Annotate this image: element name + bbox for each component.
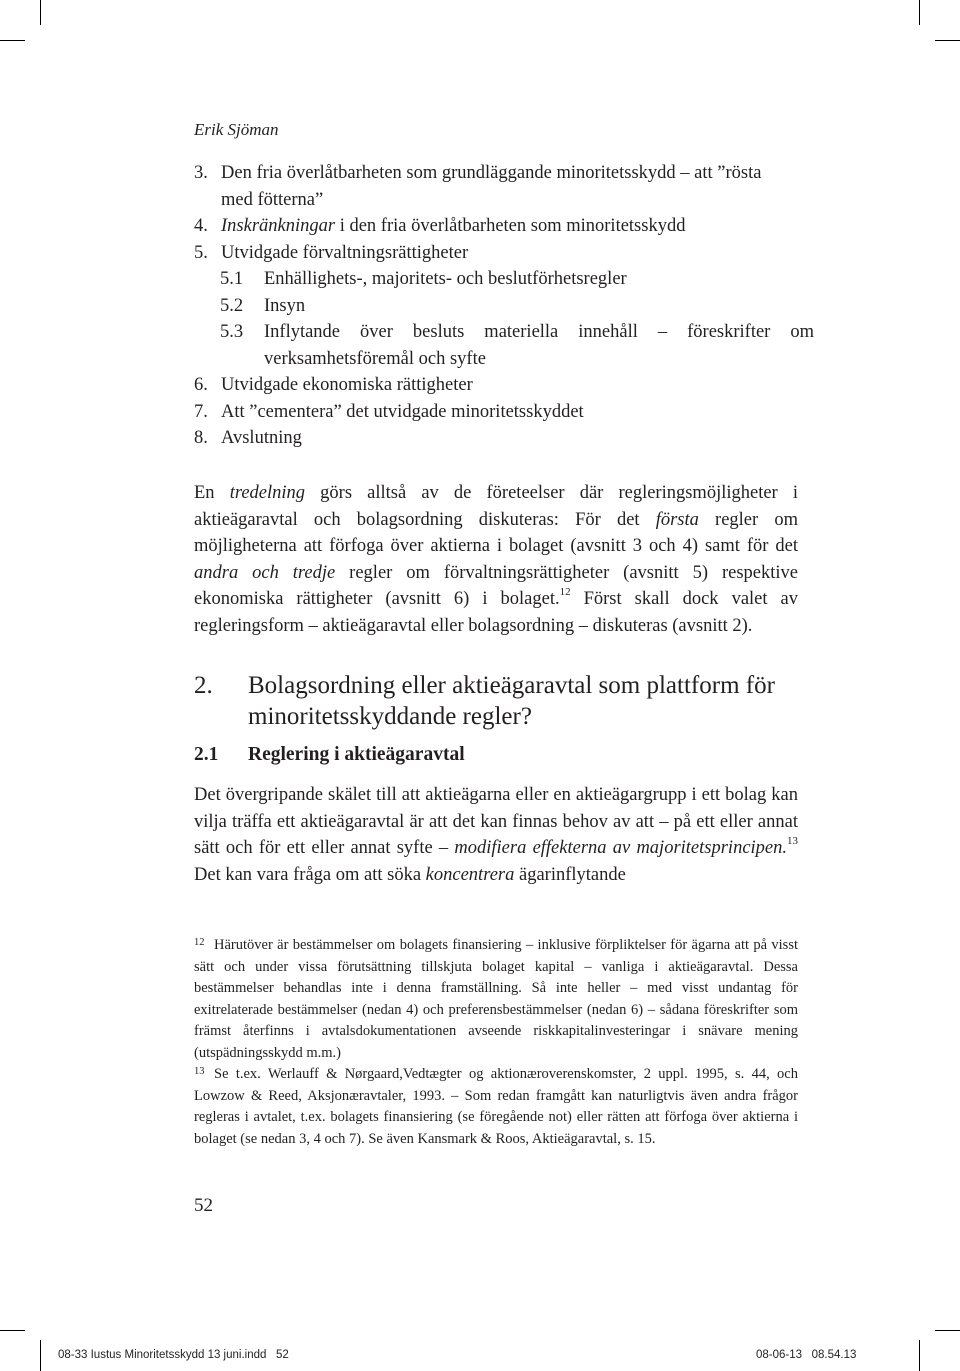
outline-number: 5.2 [220,295,244,316]
outline-number: 3. [194,163,208,183]
outline-item-7 [194,399,814,426]
outline-item-5 [194,240,814,267]
paragraph-text: regler om förvaltningsrättigheter (avsnitt 5) respektive ekonomiska rättigheter (avsnitt 6) i bolaget. [194,562,798,609]
footnote-reference[interactable]: 12 [559,585,571,598]
outline-text: i den fria överlåtbarheten som minoritetsskydd [335,216,686,236]
crop-mark-top-right-h [935,40,960,41]
outline-text: Utvidgade förvaltningsrättigheter [221,242,469,263]
paragraph-emphasis: första [655,509,699,530]
outline-number: 8. [194,428,208,448]
outline-text: Den fria överlåtbarheten som grundläggande minoritetsskydd – att ”rösta [221,163,762,183]
outline-number: 6. [194,375,208,395]
outline-item-5-3 [194,319,814,372]
footnotes [194,935,798,1150]
outline-text-continued: med fötterna” [221,189,324,210]
paragraph-emphasis: tredelning [229,483,306,503]
section-outline-list [194,160,814,452]
outline-item-3 [194,160,814,213]
outline-text: Avslutning [221,428,302,448]
section-heading [194,670,814,732]
footnote-text: Se t.ex. Werlauff & Nørgaard,Vedtægter og aktionæroverenskomster, 2 uppl. 1995, s. 44, och Lowzow & Reed, Aksjonæravtaler, 1993. – Som redan framgått kan naturligtvis även andra frågor regleras i avtalet, t.ex. bolagets finansiering (se föregående not) eller rätten att förfoga över aktierna i bolaget (se nedan 3, 4 och 7). Se även Kansmark & Roos, Aktieägaravtal, s. 15. [194,1066,798,1147]
crop-mark-top-left-h [0,40,25,41]
crop-mark-bottom-left-h [0,1330,25,1331]
paragraph-text: Det kan vara fråga om att söka [194,864,426,885]
paragraph-emphasis: andra och tredje [194,562,336,583]
paragraph-emphasis: modifiera effekterna av majoritetsprincipen. [454,838,788,858]
footnote-reference[interactable]: 13 [787,834,799,847]
outline-emphasis: Inskränkningar [221,216,336,236]
paragraph-text: görs alltså av de företeelser där regleringsmöjligheter i aktieägaravtal och bolagsordning diskuteras: För det [194,483,798,530]
print-slug-filename: 08-33 Iustus Minoritetsskydd 13 juni.indd 52 [58,1349,289,1361]
outline-item-8 [194,425,814,452]
outline-number: 4. [194,216,208,236]
outline-number: 7. [194,401,208,422]
outline-item-5-1 [194,266,814,293]
crop-mark-top-right [919,0,920,25]
subsection-number: 2.1 [194,744,219,765]
subsection-title: Reglering i aktieägaravtal [248,744,465,765]
section-title: Bolagsordning eller aktieägaravtal som plattform för minoritetsskyddande regler? [248,672,775,730]
outline-number: 5.3 [220,322,244,342]
running-header-author: Erik Sjöman [194,120,279,139]
crop-mark-top-left [40,0,41,25]
paragraph-emphasis: koncentrera [425,864,515,885]
paragraph-text: En [194,483,230,503]
footnote-text: Härutöver är bestämmelser om bolagets finansiering – inklusive förpliktelser för ägarna att på visst sätt och under vissa förutsättning tillskjuta bolaget kapital – vanliga i aktieägaravtal. Dessa bestämmelser behandlas inte i denna framställning. Så inte heller – med visst undantag för exitrelaterade bestämmelser (nedan 4) och preferensbestämmelser (nedan 6) – sådana föreskrifter som främst återfinns i avtalsdokumentationen avseende riskkapitalinvesteringar i snävare mening (utspädningsskydd m.m.) [194,937,798,1061]
paragraph-text: regler om möjligheterna att förfoga över aktierna i bolaget (avsnitt 3 och 4) samt för det [194,509,798,556]
outline-text: Insyn [264,295,306,316]
page-number: 52 [194,1195,213,1216]
paragraph-text: Först skall dock valet av regleringsform – aktieägaravtal eller bolagsordning – diskuteras (avsnitt 2). [194,589,798,636]
paragraph-text: ägarinflytande [514,864,626,885]
paragraph-text: Det övergripande skälet till att aktieägarna eller en aktieägargrupp i ett bolag kan vilja träffa ett aktieägaravtal är att det kan finnas behov av att – på ett eller annat sätt och för ett eller annat syfte – [194,785,798,858]
intro-paragraph [194,480,798,639]
footnote-12: 12 Härutöver är bestämmelser om bolagets finansiering – inklusive förpliktelser för ägarna att på visst sätt och under vissa förutsättning tillskjuta bolaget kapital – vanliga i aktieägaravtal. Dessa bestämmelser behandlas inte i denna framställning. Så inte heller – med visst undantag för exitrelaterade bestämmelser (nedan 4) och preferensbestämmelser (nedan 6) – sådana föreskrifter som främst återfinns i avtalsdokumentationen avseende riskkapitalinvesteringar i snävare mening (utspädningsskydd m.m.) [194,937,798,1061]
outline-text: Inflytande över besluts materiella innehåll – föreskrifter om verksamhetsföremål och syfte [264,322,814,369]
outline-item-5-2 [194,293,814,320]
outline-item-4 [194,213,814,240]
subsection-paragraph [194,782,798,888]
crop-mark-bottom-right-h [935,1330,960,1331]
subsection-heading [194,744,465,766]
section-number: 2. [194,672,213,699]
outline-text: Att ”cementera” det utvidgade minoritetsskyddet [221,401,584,422]
outline-text: Utvidgade ekonomiska rättigheter [221,375,473,395]
outline-text: Enhällighets-, majoritets- och beslutförhetsregler [264,269,627,289]
outline-number: 5. [194,242,208,263]
outline-item-6 [194,372,814,399]
crop-mark-bottom-right [919,1340,920,1371]
crop-mark-bottom-left [40,1340,41,1371]
print-slug-timestamp: 08-06-13 08.54.13 [756,1349,857,1361]
footnote-13: 13 Se t.ex. Werlauff & Nørgaard,Vedtægter og aktionæroverenskomster, 2 uppl. 1995, s. 44, och Lowzow & Reed, Aksjonæravtaler, 1993. – Som redan framgått kan naturligtvis även andra frågor regleras i avtalet, t.ex. bolagets finansiering (se föregående not) eller rätten att förfoga över aktierna i bolaget (se nedan 3, 4 och 7). Se även Kansmark & Roos, Aktieägaravtal, s. 15. [194,1066,798,1147]
outline-number: 5.1 [220,269,244,289]
